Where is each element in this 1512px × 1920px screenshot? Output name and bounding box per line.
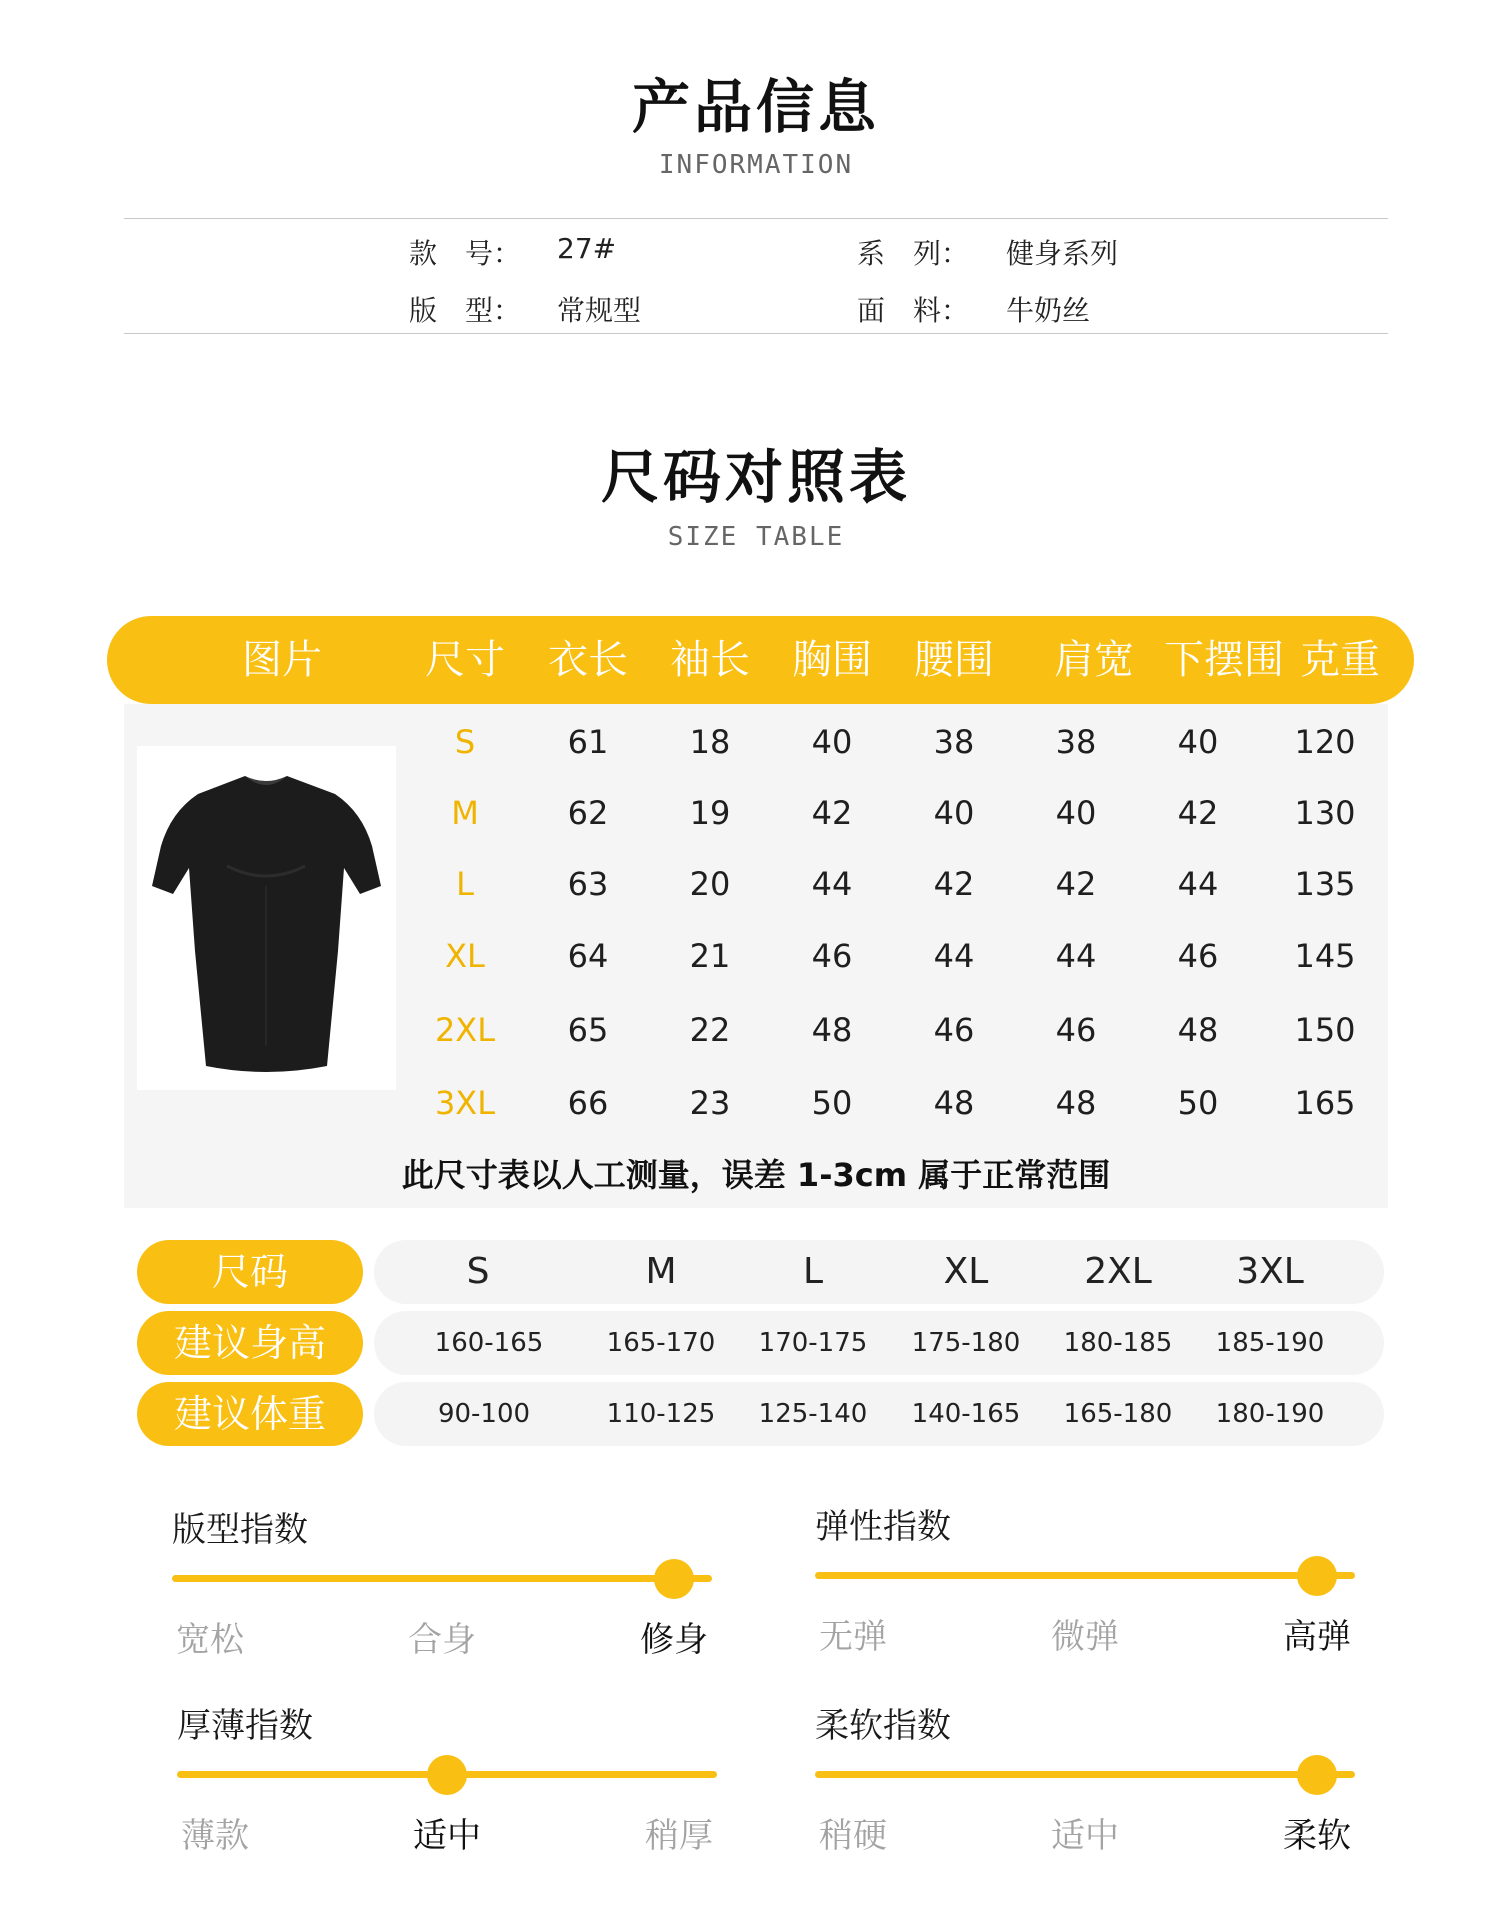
header-photo: 图片 <box>242 637 322 683</box>
recommend-cell: 180-185 <box>1063 1328 1173 1358</box>
table-cell: 62 <box>567 794 609 832</box>
table-cell: 23 <box>689 1084 731 1122</box>
info-value-fabric: 牛奶丝 <box>1006 294 1091 327</box>
table-cell: 65 <box>567 1011 609 1049</box>
softness-option-soft: 柔软 <box>1283 1816 1351 1856</box>
softness-index-track <box>815 1771 1355 1778</box>
fit-index-track <box>172 1575 712 1582</box>
table-cell: 66 <box>567 1084 609 1122</box>
recommend-cell: 165-170 <box>606 1328 716 1358</box>
recommend-cell: L <box>802 1251 824 1292</box>
thickness-index-title: 厚薄指数 <box>177 1706 313 1746</box>
recommend-cell: 180-190 <box>1215 1399 1325 1429</box>
table-cell-size: 3XL <box>434 1084 496 1122</box>
size-table-subtitle: SIZE TABLE <box>667 522 845 552</box>
header-size: 尺寸 <box>425 637 505 683</box>
table-cell: 19 <box>689 794 731 832</box>
table-cell: 61 <box>567 723 609 761</box>
recommend-cell: 3XL <box>1236 1251 1304 1292</box>
table-cell: 42 <box>933 865 975 903</box>
fit-option-slim: 修身 <box>640 1620 708 1660</box>
recommend-cell: 165-180 <box>1063 1399 1173 1429</box>
table-cell: 135 <box>1294 865 1356 903</box>
softness-index-title: 柔软指数 <box>815 1706 951 1746</box>
table-cell: 64 <box>567 937 609 975</box>
table-cell: 44 <box>1177 865 1219 903</box>
header-sleeve: 袖长 <box>670 637 750 683</box>
table-cell: 50 <box>1177 1084 1219 1122</box>
table-cell-size: L <box>456 865 474 903</box>
elasticity-index-knob <box>1297 1556 1337 1596</box>
table-cell-size: S <box>454 723 476 761</box>
info-value-style-no: 27# <box>557 232 617 265</box>
table-cell: 44 <box>933 937 975 975</box>
header-length: 衣长 <box>548 637 628 683</box>
info-label-fabric: 面 料： <box>857 294 970 327</box>
table-cell: 145 <box>1294 937 1356 975</box>
product-photo <box>137 746 396 1090</box>
fit-index-title: 版型指数 <box>172 1510 308 1550</box>
fit-option-regular: 合身 <box>408 1620 476 1660</box>
info-label-series: 系 列： <box>857 237 970 270</box>
info-value-fit: 常规型 <box>557 294 642 327</box>
info-value-series: 健身系列 <box>1006 237 1119 270</box>
recommend-cell: 110-125 <box>606 1399 716 1429</box>
table-cell: 44 <box>811 865 853 903</box>
table-cell: 48 <box>1055 1084 1097 1122</box>
table-cell: 150 <box>1294 1011 1356 1049</box>
header-shoulder: 肩宽 <box>1054 637 1134 683</box>
table-cell: 21 <box>689 937 731 975</box>
table-cell-size: 2XL <box>434 1011 496 1049</box>
table-cell: 18 <box>689 723 731 761</box>
tshirt-icon <box>137 746 396 1090</box>
table-cell: 48 <box>1177 1011 1219 1049</box>
thickness-index-knob <box>427 1755 467 1795</box>
softness-option-firm: 稍硬 <box>819 1816 887 1856</box>
thickness-option-medium: 适中 <box>413 1816 481 1856</box>
table-cell: 22 <box>689 1011 731 1049</box>
recommend-cell: M <box>645 1251 677 1292</box>
table-cell: 46 <box>933 1011 975 1049</box>
table-cell-size: M <box>451 794 479 832</box>
table-cell: 50 <box>811 1084 853 1122</box>
fit-index-knob <box>654 1559 694 1599</box>
recommend-cell: 160-165 <box>434 1328 544 1358</box>
recommend-cell: XL <box>943 1251 989 1292</box>
info-bottom-divider <box>124 333 1388 334</box>
recommend-cell: 140-165 <box>911 1399 1021 1429</box>
table-cell: 42 <box>1055 865 1097 903</box>
recommend-cell: 2XL <box>1084 1251 1152 1292</box>
header-waist: 腰围 <box>914 637 994 683</box>
header-hem: 下摆围 <box>1164 637 1284 683</box>
table-cell: 38 <box>1055 723 1097 761</box>
thickness-option-thick: 稍厚 <box>645 1816 713 1856</box>
size-table-title: 尺码对照表 <box>600 443 911 511</box>
table-cell: 120 <box>1294 723 1356 761</box>
table-cell: 130 <box>1294 794 1356 832</box>
softness-option-medium: 适中 <box>1051 1816 1119 1856</box>
table-cell: 44 <box>1055 937 1097 975</box>
recommend-cell: 90-100 <box>437 1399 531 1429</box>
recommend-label-height: 建议身高 <box>137 1311 363 1375</box>
table-cell: 42 <box>1177 794 1219 832</box>
recommend-cell: 170-175 <box>758 1328 868 1358</box>
table-cell: 48 <box>933 1084 975 1122</box>
header-chest: 胸围 <box>792 637 872 683</box>
elasticity-option-slight: 微弹 <box>1051 1617 1119 1657</box>
table-cell: 46 <box>1177 937 1219 975</box>
thickness-option-thin: 薄款 <box>181 1816 249 1856</box>
measurement-note: 此尺寸表以人工测量，误差 1-3cm 属于正常范围 <box>401 1156 1111 1194</box>
elasticity-option-none: 无弹 <box>819 1617 887 1657</box>
info-subtitle: INFORMATION <box>658 150 854 180</box>
info-top-divider <box>124 218 1388 219</box>
info-label-fit: 版 型： <box>409 294 522 327</box>
table-cell: 40 <box>1055 794 1097 832</box>
table-cell: 46 <box>1055 1011 1097 1049</box>
recommend-label-weight: 建议体重 <box>137 1382 363 1446</box>
elasticity-option-high: 高弹 <box>1283 1617 1351 1657</box>
table-cell: 165 <box>1294 1084 1356 1122</box>
table-cell: 46 <box>811 937 853 975</box>
table-cell: 48 <box>811 1011 853 1049</box>
recommend-label-size: 尺码 <box>137 1240 363 1304</box>
elasticity-index-track <box>815 1572 1355 1579</box>
table-cell: 40 <box>811 723 853 761</box>
recommend-cell: 125-140 <box>758 1399 868 1429</box>
table-cell: 40 <box>1177 723 1219 761</box>
table-cell: 38 <box>933 723 975 761</box>
table-cell: 42 <box>811 794 853 832</box>
fit-option-loose: 宽松 <box>176 1620 244 1660</box>
info-label-style-no: 款 号： <box>409 237 522 270</box>
header-weight: 克重 <box>1300 637 1380 683</box>
info-title: 产品信息 <box>631 73 880 141</box>
table-cell: 63 <box>567 865 609 903</box>
table-cell: 20 <box>689 865 731 903</box>
table-cell: 40 <box>933 794 975 832</box>
table-cell-size: XL <box>445 937 485 975</box>
recommend-cell: 185-190 <box>1215 1328 1325 1358</box>
elasticity-index-title: 弹性指数 <box>815 1507 951 1547</box>
recommend-cell: S <box>466 1251 490 1292</box>
recommend-cell: 175-180 <box>911 1328 1021 1358</box>
softness-index-knob <box>1297 1755 1337 1795</box>
